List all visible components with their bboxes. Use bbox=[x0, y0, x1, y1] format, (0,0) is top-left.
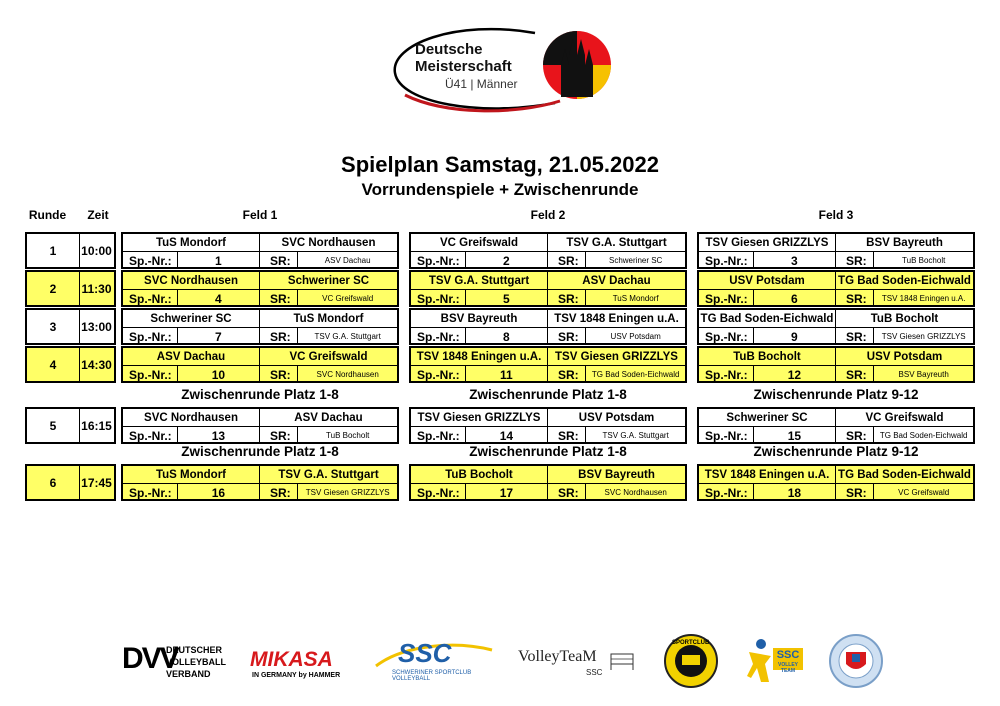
section-label: Zwischenrunde Platz 1-8 bbox=[469, 387, 627, 402]
round-time: 14:30 bbox=[81, 357, 112, 372]
home-team: TSV Giesen GRIZZLYS bbox=[411, 409, 548, 426]
match-number-label: Sp.-Nr.: bbox=[699, 366, 754, 383]
referee-label: SR: bbox=[548, 484, 586, 501]
round-cell bbox=[25, 232, 116, 269]
match-number-label: Sp.-Nr.: bbox=[411, 252, 466, 269]
referee-team: USV Potsdam bbox=[610, 332, 661, 341]
page-title: Spielplan Samstag, 21.05.2022 bbox=[341, 152, 659, 177]
match-box bbox=[697, 232, 975, 269]
section-label: Zwischenrunde Platz 9-12 bbox=[753, 444, 919, 459]
sponsor-mikasa bbox=[250, 636, 355, 686]
match-number-label: Sp.-Nr.: bbox=[699, 252, 754, 269]
away-team: TG Bad Soden-Eichwald bbox=[838, 468, 971, 481]
referee-label: SR: bbox=[836, 328, 874, 345]
sponsor-dvv bbox=[122, 636, 232, 686]
match-number-label: Sp.-Nr.: bbox=[411, 427, 466, 444]
dvv-text-2: VOLLEYBALL bbox=[166, 657, 226, 667]
header-feld-3: Feld 3 bbox=[818, 208, 854, 222]
round-cell bbox=[25, 308, 116, 345]
away-team: ASV Dachau bbox=[582, 274, 651, 287]
referee-label: SR: bbox=[548, 290, 586, 307]
sponsor-sportclub bbox=[660, 636, 722, 686]
logo-line-1: Deutsche bbox=[415, 41, 483, 58]
match-number-label: Sp.-Nr.: bbox=[411, 366, 466, 383]
referee-team: TuB Bocholt bbox=[326, 431, 370, 440]
referee-label: SR: bbox=[260, 328, 298, 345]
home-team: USV Potsdam bbox=[699, 272, 836, 289]
header-feld-2: Feld 2 bbox=[530, 208, 566, 222]
match-box bbox=[409, 232, 687, 269]
away-team: Schweriner SC bbox=[287, 274, 370, 287]
referee-team: TuS Mondorf bbox=[612, 294, 659, 303]
away-team: TSV Giesen GRIZZLYS bbox=[555, 350, 678, 363]
away-team: BSV Bayreuth bbox=[578, 468, 655, 481]
referee-team: TSV G.A. Stuttgart bbox=[314, 332, 381, 341]
away-team: USV Potsdam bbox=[866, 350, 943, 363]
away-team: USV Potsdam bbox=[578, 411, 655, 424]
section-label: Zwischenrunde Platz 1-8 bbox=[181, 387, 339, 402]
round-number: 6 bbox=[27, 466, 80, 499]
sponsor-city-seal bbox=[826, 636, 886, 686]
referee-team: TSV Giesen GRIZZLYS bbox=[881, 332, 966, 341]
match-number-label: Sp.-Nr.: bbox=[123, 427, 178, 444]
match-number: 13 bbox=[178, 427, 260, 444]
home-team: TSV G.A. Stuttgart bbox=[411, 272, 548, 289]
sponsor-ssc bbox=[372, 636, 502, 686]
away-team: TSV 1848 Eningen u.A. bbox=[554, 312, 679, 325]
referee-team: ASV Dachau bbox=[324, 256, 371, 265]
away-team: BSV Bayreuth bbox=[866, 236, 943, 249]
match-number: 18 bbox=[754, 484, 836, 501]
home-team: TuS Mondorf bbox=[123, 234, 260, 251]
match-number-label: Sp.-Nr.: bbox=[123, 328, 178, 345]
home-team: TuB Bocholt bbox=[411, 466, 548, 483]
referee-label: SR: bbox=[548, 427, 586, 444]
match-number-label: Sp.-Nr.: bbox=[123, 366, 178, 383]
match-number: 5 bbox=[466, 290, 548, 307]
header-zeit: Zeit bbox=[87, 208, 109, 222]
round-cell bbox=[25, 270, 116, 307]
section-label: Zwischenrunde Platz 9-12 bbox=[753, 387, 919, 402]
round-cell bbox=[25, 407, 116, 444]
match-box bbox=[697, 308, 975, 345]
dvv-mark: DVV bbox=[122, 642, 178, 675]
sportclub-text: SPORTCLUB bbox=[672, 640, 710, 646]
match-number-label: Sp.-Nr.: bbox=[699, 484, 754, 501]
dvv-text-3: VERBAND bbox=[166, 669, 211, 679]
home-team: SVC Nordhausen bbox=[123, 409, 260, 426]
referee-team: TG Bad Soden-Eichwald bbox=[591, 370, 680, 379]
match-number: 9 bbox=[754, 328, 836, 345]
match-box bbox=[409, 346, 687, 383]
match-number: 1 bbox=[178, 252, 260, 269]
away-team: VC Greifswald bbox=[289, 350, 368, 363]
sponsor-volleyteam bbox=[518, 636, 638, 686]
match-number: 16 bbox=[178, 484, 260, 501]
match-box bbox=[121, 407, 399, 444]
match-number: 12 bbox=[754, 366, 836, 383]
referee-team: TSV G.A. Stuttgart bbox=[602, 431, 669, 440]
ssc-team-logo bbox=[773, 648, 803, 674]
event-logo bbox=[385, 25, 620, 115]
round-time: 13:00 bbox=[81, 319, 112, 334]
round-time: 10:00 bbox=[81, 243, 112, 258]
home-team: TuB Bocholt bbox=[699, 348, 836, 365]
referee-label: SR: bbox=[836, 252, 874, 269]
match-box bbox=[121, 346, 399, 383]
away-team: TSV G.A. Stuttgart bbox=[566, 236, 667, 249]
round-time: 16:15 bbox=[81, 418, 112, 433]
home-team: Schweriner SC bbox=[123, 310, 260, 327]
match-number: 15 bbox=[754, 427, 836, 444]
match-box bbox=[121, 308, 399, 345]
match-number-label: Sp.-Nr.: bbox=[411, 328, 466, 345]
match-box bbox=[697, 270, 975, 307]
match-number: 3 bbox=[754, 252, 836, 269]
round-time: 11:30 bbox=[81, 281, 112, 296]
referee-label: SR: bbox=[548, 252, 586, 269]
away-team: ASV Dachau bbox=[294, 411, 363, 424]
referee-label: SR: bbox=[260, 366, 298, 383]
away-team: VC Greifswald bbox=[865, 411, 944, 424]
home-team: TSV 1848 Eningen u.A. bbox=[411, 348, 548, 365]
match-box bbox=[697, 464, 975, 501]
away-team: TSV G.A. Stuttgart bbox=[278, 468, 379, 481]
ssc-subtext: SCHWERINER SPORTCLUB VOLLEYBALL bbox=[392, 670, 472, 682]
referee-team: SVC Nordhausen bbox=[316, 370, 379, 379]
match-box bbox=[409, 308, 687, 345]
round-cell bbox=[25, 464, 116, 501]
match-number: 14 bbox=[466, 427, 548, 444]
home-team: VC Greifswald bbox=[411, 234, 548, 251]
referee-label: SR: bbox=[836, 484, 874, 501]
referee-team: TSV 1848 Eningen u.A. bbox=[881, 294, 966, 303]
sponsor-ssc-volleyteam bbox=[745, 636, 805, 686]
referee-label: SR: bbox=[548, 366, 586, 383]
section-label: Zwischenrunde Platz 1-8 bbox=[469, 444, 627, 459]
referee-label: SR: bbox=[548, 328, 586, 345]
match-box bbox=[121, 464, 399, 501]
match-box bbox=[121, 232, 399, 269]
referee-team: SVC Nordhausen bbox=[604, 488, 667, 497]
round-number: 3 bbox=[27, 310, 80, 343]
round-number: 5 bbox=[27, 409, 80, 442]
away-team: TuS Mondorf bbox=[293, 312, 364, 325]
city-seal-icon bbox=[826, 634, 886, 688]
match-box bbox=[697, 407, 975, 444]
match-number: 10 bbox=[178, 366, 260, 383]
match-number: 2 bbox=[466, 252, 548, 269]
referee-label: SR: bbox=[836, 427, 874, 444]
round-cell bbox=[25, 346, 116, 383]
match-box bbox=[409, 407, 687, 444]
referee-label: SR: bbox=[260, 252, 298, 269]
match-number-label: Sp.-Nr.: bbox=[123, 252, 178, 269]
referee-label: SR: bbox=[260, 427, 298, 444]
match-number-label: Sp.-Nr.: bbox=[699, 328, 754, 345]
mikasa-subtext: IN GERMANY by HAMMER bbox=[252, 672, 341, 679]
referee-team: Schweriner SC bbox=[608, 256, 663, 265]
ssc-logo: SSC bbox=[398, 638, 452, 668]
volleyball-player-icon bbox=[745, 638, 775, 684]
home-team: TSV 1848 Eningen u.A. bbox=[699, 466, 836, 483]
match-number: 11 bbox=[466, 366, 548, 383]
match-number: 6 bbox=[754, 290, 836, 307]
home-team: ASV Dachau bbox=[123, 348, 260, 365]
round-number: 1 bbox=[27, 234, 80, 267]
logo-line-3: Ü41 | Männer bbox=[445, 77, 518, 91]
header-feld-1: Feld 1 bbox=[242, 208, 278, 222]
referee-label: SR: bbox=[836, 366, 874, 383]
home-team: Schweriner SC bbox=[699, 409, 836, 426]
volleyteam-subtext: SSC bbox=[586, 668, 603, 677]
match-number-label: Sp.-Nr.: bbox=[411, 484, 466, 501]
round-time: 17:45 bbox=[81, 475, 112, 490]
away-team: TuB Bocholt bbox=[870, 312, 939, 325]
match-number: 7 bbox=[178, 328, 260, 345]
referee-team: VC Greifswald bbox=[898, 488, 950, 497]
page-subtitle: Vorrundenspiele + Zwischenrunde bbox=[361, 180, 639, 199]
mikasa-logo: MIKASA bbox=[250, 648, 333, 671]
match-number-label: Sp.-Nr.: bbox=[123, 290, 178, 307]
round-number: 4 bbox=[27, 348, 80, 381]
volleyball-net-icon bbox=[610, 650, 634, 670]
dvv-text-1: DEUTSCHER bbox=[166, 645, 223, 655]
match-number-label: Sp.-Nr.: bbox=[699, 427, 754, 444]
cathedral-emblem-icon bbox=[541, 25, 613, 105]
match-number-label: Sp.-Nr.: bbox=[411, 290, 466, 307]
away-team: SVC Nordhausen bbox=[281, 236, 376, 249]
volleyteam-logo: VolleyTeaM bbox=[518, 648, 597, 665]
referee-team: TSV Giesen GRIZZLYS bbox=[305, 488, 390, 497]
home-team: TSV Giesen GRIZZLYS bbox=[699, 234, 836, 251]
section-label: Zwischenrunde Platz 1-8 bbox=[181, 444, 339, 459]
match-number-label: Sp.-Nr.: bbox=[123, 484, 178, 501]
home-team: TG Bad Soden-Eichwald bbox=[699, 310, 836, 327]
referee-label: SR: bbox=[260, 484, 298, 501]
home-team: TuS Mondorf bbox=[123, 466, 260, 483]
referee-team: TuB Bocholt bbox=[902, 256, 946, 265]
match-box bbox=[121, 270, 399, 307]
match-number-label: Sp.-Nr.: bbox=[699, 290, 754, 307]
match-number: 17 bbox=[466, 484, 548, 501]
ssc-team-subtext: VOLLEY TEAM bbox=[777, 662, 798, 674]
referee-label: SR: bbox=[260, 290, 298, 307]
header-runde: Runde bbox=[28, 208, 67, 222]
home-team: BSV Bayreuth bbox=[411, 310, 548, 327]
referee-team: BSV Bayreuth bbox=[898, 370, 949, 379]
referee-team: VC Greifswald bbox=[322, 294, 374, 303]
home-team: SVC Nordhausen bbox=[123, 272, 260, 289]
match-box bbox=[697, 346, 975, 383]
away-team: TG Bad Soden-Eichwald bbox=[838, 274, 971, 287]
ssc-team-text: SSC bbox=[776, 649, 800, 661]
referee-label: SR: bbox=[836, 290, 874, 307]
referee-team: TG Bad Soden-Eichwald bbox=[879, 431, 968, 440]
match-box bbox=[409, 464, 687, 501]
match-number: 8 bbox=[466, 328, 548, 345]
match-box bbox=[409, 270, 687, 307]
logo-line-2: Meisterschaft bbox=[415, 58, 512, 75]
round-number: 2 bbox=[27, 272, 80, 305]
match-number: 4 bbox=[178, 290, 260, 307]
